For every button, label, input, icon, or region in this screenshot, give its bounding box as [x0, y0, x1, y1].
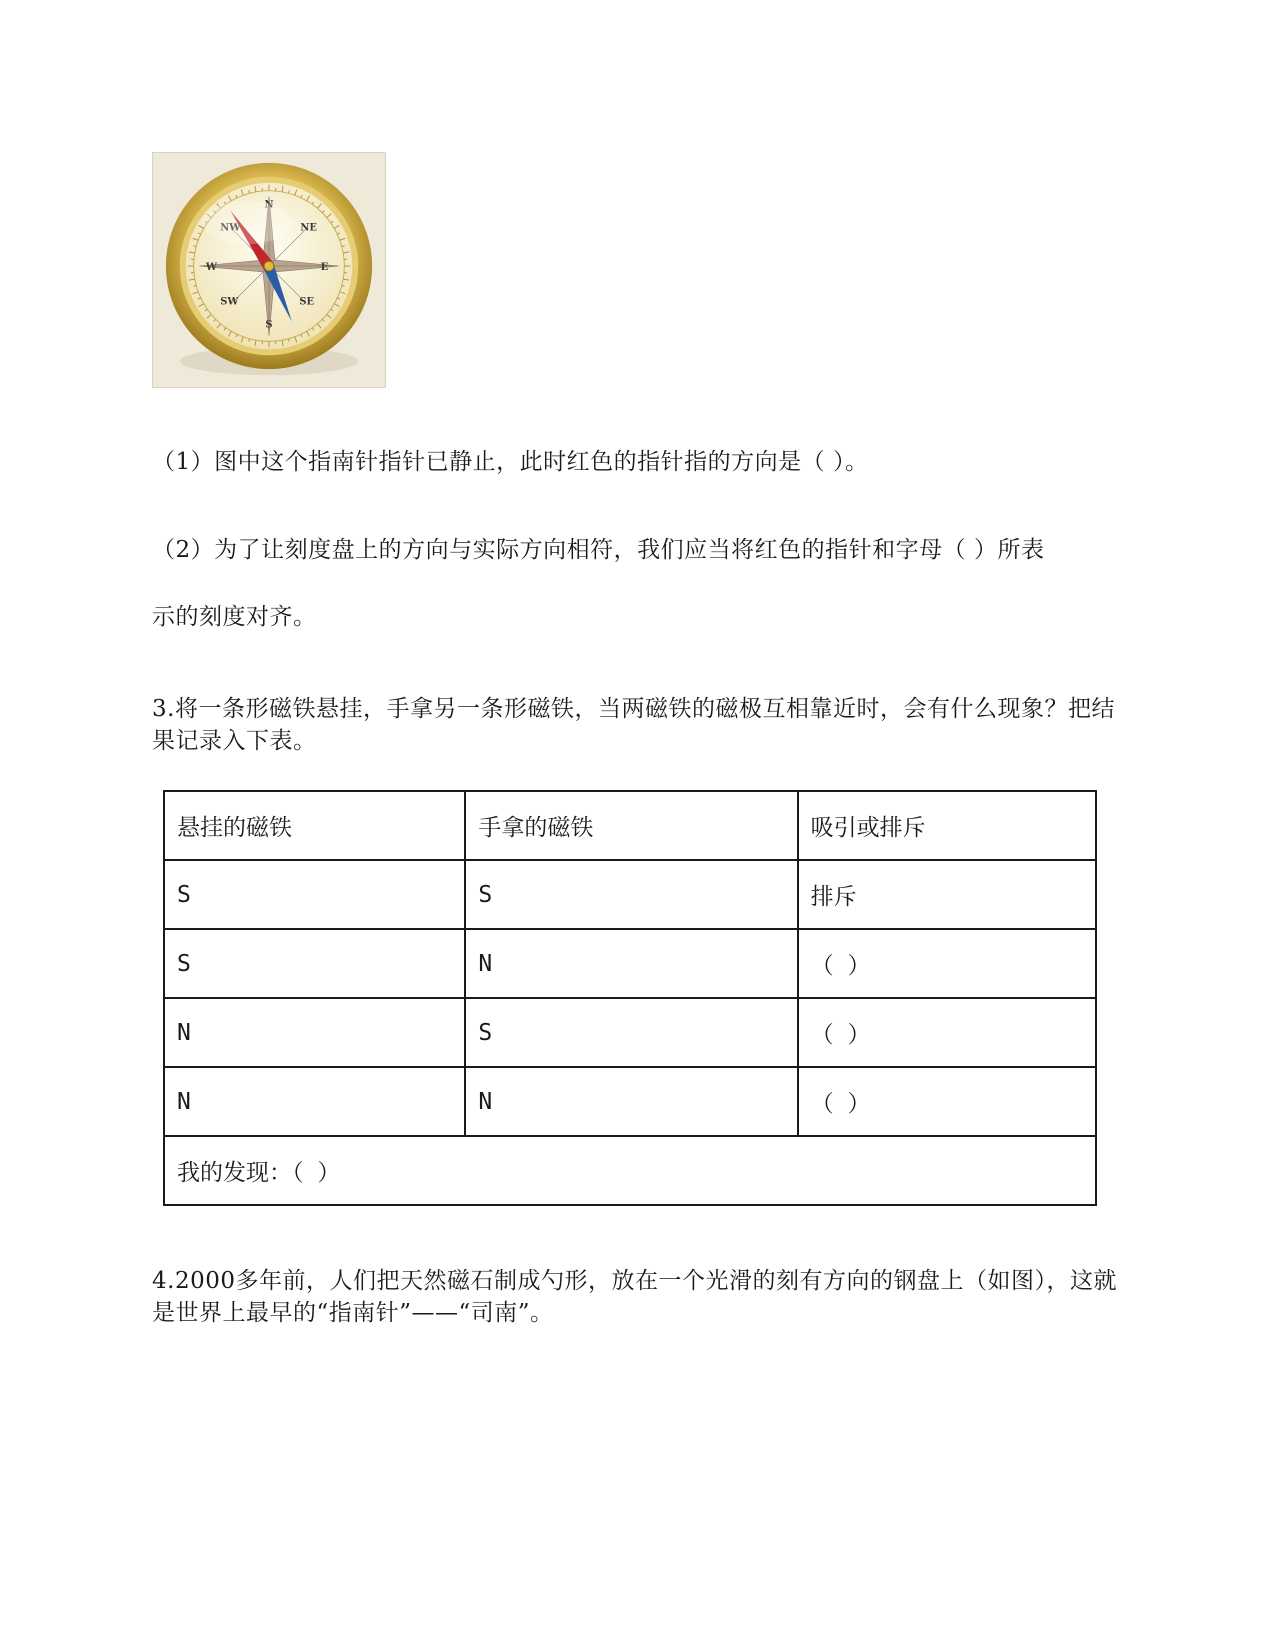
question-2-part-1: （1）图中这个指南针指针已静止，此时红色的指针指的方向是（ ）。: [152, 449, 869, 475]
row-3-handheld: S: [465, 998, 797, 1067]
header-attract-or-repel: 吸引或排斥: [798, 791, 1096, 860]
label-e: E: [320, 262, 329, 273]
question-4-text: 4.2000多年前，人们把天然磁石制成勺形，放在一个光滑的刻有方向的钢盘上（如图），这就是世界上最早的“指南针”——“司南”。: [152, 1268, 1117, 1326]
row-3-result-blank[interactable]: （ ）: [798, 998, 1096, 1067]
header-suspended-magnet: 悬挂的磁铁: [164, 791, 465, 860]
row-1-result: 排斥: [798, 860, 1096, 929]
row-4-handheld: N: [465, 1067, 797, 1136]
question-2-part-2-line-2: 示的刻度对齐。: [152, 604, 317, 630]
table-row: [164, 998, 1096, 1067]
question-3-text: 3.将一条形磁铁悬挂，手拿另一条形磁铁，当两磁铁的磁极互相靠近时，会有什么现象？把结果记录入下表。: [152, 696, 1115, 754]
table-footer-row: [164, 1136, 1096, 1205]
row-2-result-blank[interactable]: （ ）: [798, 929, 1096, 998]
label-se: SE: [299, 296, 315, 308]
row-1-handheld: S: [465, 860, 797, 929]
row-1-suspended: S: [164, 860, 465, 929]
label-nw: NW: [220, 222, 241, 234]
label-w: W: [205, 262, 218, 273]
label-n: N: [264, 199, 274, 211]
row-4-result-blank[interactable]: （ ）: [798, 1067, 1096, 1136]
table-row: [164, 860, 1096, 929]
row-3-suspended: N: [164, 998, 465, 1067]
compass-image: [152, 152, 386, 388]
row-2-suspended: S: [164, 929, 465, 998]
table-header-row: [164, 791, 1096, 860]
row-2-handheld: N: [465, 929, 797, 998]
label-ne: NE: [300, 222, 317, 234]
table-row: [164, 929, 1096, 998]
label-s: S: [265, 319, 273, 331]
table-row: [164, 1067, 1096, 1136]
label-sw: SW: [220, 296, 239, 308]
question-2-part-2-line-1: （2）为了让刻度盘上的方向与实际方向相符，我们应当将红色的指针和字母（ ）所表: [152, 537, 1045, 563]
magnet-result-table: [163, 790, 1097, 1206]
row-4-suspended: N: [164, 1067, 465, 1136]
header-handheld-magnet: 手拿的磁铁: [465, 791, 797, 860]
my-finding-blank[interactable]: 我的发现：（ ）: [164, 1136, 1096, 1205]
